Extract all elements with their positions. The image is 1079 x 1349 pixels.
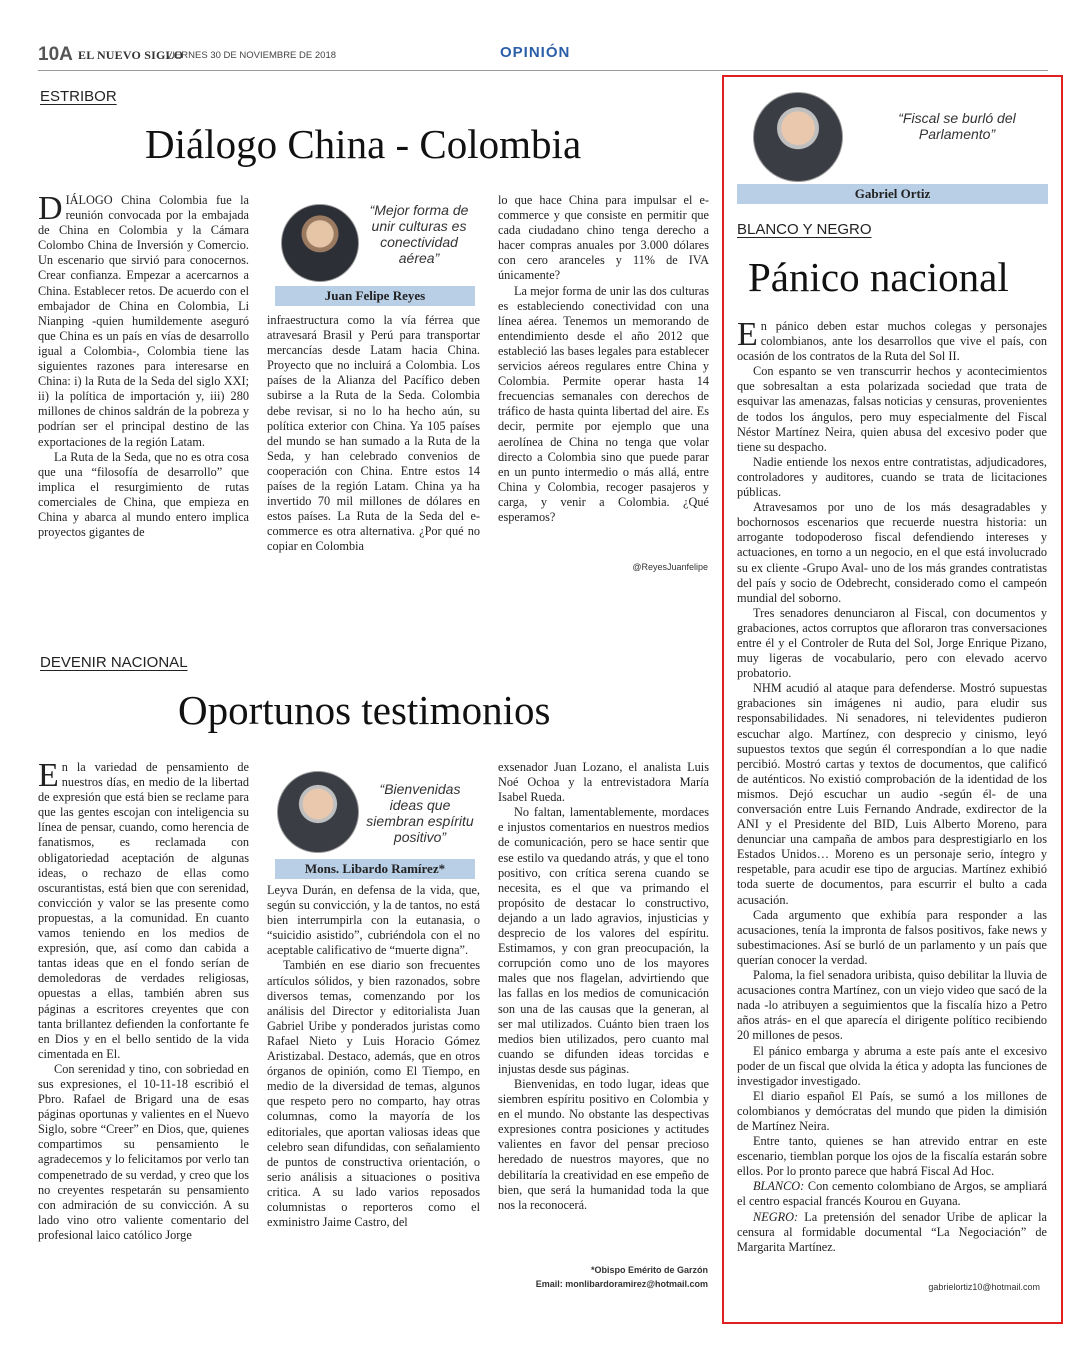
author-photo [281, 204, 359, 282]
article2-column-3 [498, 760, 709, 1265]
author-email: Email: monlibardoramirez@hotmail.com [535, 1279, 708, 1289]
negro-label: NEGRO: [753, 1209, 799, 1224]
article3-paragraph: Paloma, la fiel senadora uribista, quiso debilitar la lluvia de acusaciones contra Martínez, con un viejo video que sacó de la nada -lo atribuyen a seguimientos que la fiscalía hizo a Petro años atrás- en el que aparecía el dirigente político recibiendo 20 millones de pesos. [737, 968, 1047, 1043]
article1-title: Diálogo China - Colombia [145, 121, 582, 167]
dropcap: E [38, 760, 59, 794]
author-handle: @ReyesJuanfelipe [632, 562, 708, 572]
author-photo [277, 771, 359, 853]
negro-note [737, 1210, 1047, 1255]
article2-kicker: DEVENIR NACIONAL [40, 654, 188, 671]
newspaper-name: EL NUEVO SIGLO [78, 48, 184, 62]
article1-paragraph: infraestructura como la vía férrea que atravesará Brasil y Perú para transportar mercancías desde Latam hacia China. Proyecto que no incluirá a Colombia. Los países de la Alianza del Pacífico deben subirse a la Ruta de la Seda. Colombia debe revisar, si no lo ha hecho aún, su política exterior con China. Ya 105 países del mundo se han sumado a la Ruta de la Seda, y han celebrado convenios de cooperación con China. Entre estos 14 países de la región Latam. China ya ha invertido 70 mil millones de dólares en estos países. La Ruta de la Seda del e-commerce es otra alternativa. ¿Por qué no copiar en Colombia [267, 313, 480, 554]
article1-column-3 [498, 193, 709, 563]
article3-paragraph: n pánico deben estar muchos colegas y personajes colombianos, ante los desarrollos que vive el país, con ocasión de los contratos de la Ruta del Sol II. [737, 319, 1047, 364]
article1-paragraph: lo que hace China para impulsar el e-commerce y que consiste en permitir que cada ciudadano chino tenga derecho a hacer compras anuales por 3.000 dólares con cero aranceles y 11% de IVA únicamente? [498, 193, 709, 283]
blanco-text: Con cemento colombiano de Argos, se ampliará el centro espacial francés Kourou en Guyana. [737, 1179, 1047, 1209]
header-rule [38, 70, 1048, 71]
article2-paragraph: No faltan, lamentablemente, mordaces e injustos comentarios en nuestros medios de comunicación, pero se hace sentir que ese estilo va quedando atrás, y que el tono positivo, con crítica serena cuando se necesita, es el que va primando el propósito de destacar lo constructivo, dejando a un lado agravios, injusticias y desprecio de los valores del espíritu. Estimamos, y con gran preocupación, la corrupción como uno de los mayores males que nos flagelan, advirtiendo que las fallas en los medios de comunicación son una de las causas que la generan, al ser mal utilizados. Cuánto bien traen los medios bien utilizados, pero cuanto mal cuando se difunden ideas torcidas e injustas desde sus páginas. [498, 805, 709, 1076]
article3-paragraph: Con espanto se ven transcurrir hechos y acontecimientos que sobresaltan a esta polarizada sociedad que trata de esquivar las amenazas, falsas noticias y censuras, provenientes de todos los ángulos, pero muy especialmente del Fiscal Néstor Martínez Neira, quien abusa del excesivo poder que tiene su despacho. [737, 364, 1047, 454]
negro-text: La pretensión del senador Uribe de aplicar la censura al formidable documental “La Negociación” de Margarita Martínez. [737, 1209, 1047, 1254]
article2-column-1 [38, 760, 249, 1295]
article3-paragraph: Entre tanto, quienes se han atrevido entrar en este escenario, tiemblan porque los ojos de la fiscalía estarán sobre ellos. Por lo pronto parece que habrá Fiscal Ad Hoc. [737, 1134, 1047, 1179]
article1-author-box [267, 196, 482, 308]
article3-paragraph: Atravesamos por uno de los más desagradables y bochornosos escenarios que recuerde nuestra historia: un arrogante todopoderoso fiscal defendiendo intereses y actuaciones, en torno a un negocio, en el que está involucrado su ex cliente -Grupo Aval- uno de los más grandes contratistas del país y socio de Odebrecht, considerado como el campeón mundial del soborno. [737, 500, 1047, 605]
article3-paragraph: NHM acudió al ataque para defenderse. Mostró supuestas grabaciones sin imágenes ni audio, para eludir sus responsabilidades. Ni senadores, ni televidentes pudieron escuchar algo. Martínez, con desprecio y cinismo, leyó supuestos textos que según él correspondían a lo que nadie percibió. Mostró cartas y textos de documentos, que calificó de auténticos. No existió comprobación de la identidad de los mismos. Dejó escuchar un audio -según él- de una conversación entre Luis Fernando Andrade, exdirector de la ANI y el Presidente del BID, Luis Alberto Moreno, para denunciar una campaña de ambos para desprestigiarlo en los Estados Unidos… Moreno es un personaje serio, íntegro y respetable, para acudir ese tipo de argucias. Martínez exhibió toda suerte de documentos, para escurrir el bulto a cada acusación. [737, 681, 1047, 907]
article3-kicker: BLANCO Y NEGRO [737, 221, 872, 238]
pull-quote: “Fiscal se burló del Parlamento” [898, 110, 1016, 142]
pull-quote: “Bienvenidas ideas que siembran espíritu positivo” [366, 781, 474, 845]
author-photo [753, 92, 843, 182]
dropcap: D [38, 193, 63, 227]
article2-paragraph: También en ese diario son frecuentes artículos sólidos, y bien razonados, sobre diversos temas, comenzando por los análisis del Director y editorialista Juan Gabriel Uribe y ponderados juristas como Rafael Nieto y Luis Horacio Gómez Aristizabal. Destaco, además, que en otros órganos de opinión, como El Tiempo, en medio de la diversidad de temas, algunos que respeto pero no comparto, hay otras columnas, como la mayoría de los editoriales, que aportan valiosas ideas que celebro sean difundidas, con señalamiento de puntos de constructiva orientación, o serio análisis a situaciones o positiva critica. A su lado varios reposados columnistas o reporteros como el exministro Jaime Castro, del [267, 958, 480, 1230]
author-name: Gabriel Ortiz [737, 184, 1048, 204]
article1-column-1 [38, 193, 249, 578]
article1-kicker: ESTRIBOR [40, 88, 117, 105]
article1-paragraph: La mejor forma de unir las dos culturas es estableciendo conectividad con una línea aérea. Tenemos un memorando de entendimiento desde el año 2012 que estableció las bases legales para establecer servicios aéreos regulares entre China y Colombia. Permite operar hasta 14 frecuencias semanales con derechos de tráfico de hasta quinta libertad del aire. Es decir, permite por ejemplo que una aerolínea de China no tenga que volar directo a Colombia sino que puede parar en un punto intermedio o más allá, entre China y Colombia, recoger pasajeros y carga, y venir a Colombia. ¿Qué esperamos? [498, 283, 709, 524]
author-name: Mons. Libardo Ramírez* [275, 859, 475, 879]
article1-paragraph: IÁLOGO China Colombia fue la reunión convocada por la embajada de China en Colombia y la Cámara Colombo China de Inversión y Comercio. Un escenario que sirvió para conocernos. Crear confianza. Empezar a acercarnos a China. Establecer retos. De acuerdo con el embajador de China en Colombia, Li Nianping -quien humildemente aseguró que China es un país en vías de desarrollo igual a Colombia-, Colombia tiene las siguientes razones para interesarse en China: i) la Ruta de la Seda del siglo XXI; ii) la política de importación y, iii) 280 millones de chinos saldrán de la pobreza y podrían ser el principal destino de las exportaciones de la región Latam. [38, 193, 249, 449]
article3-body [737, 319, 1047, 1281]
dropcap: E [737, 319, 758, 353]
blanco-label: BLANCO: [753, 1179, 805, 1194]
article3-paragraph: Cada argumento que exhibía para responder a las acusaciones, tenía la impronta de falsos positivos, fake news y subestimaciones. Así se burló de un parlamento y un país que querían conocer la verdad. [737, 907, 1047, 967]
issue-date: VIERNES 30 DE NOVIEMBRE DE 2018 [166, 50, 337, 61]
blanco-note [737, 1179, 1047, 1209]
article2-paragraph: n la variedad de pensamiento de nuestros días, en medio de la libertad de expresión que está bien se reclame para que las gentes escojan con inteligencia su línea de pensar, cuando, como herencia de fanatismos, es reclamada con obligatoriedad aceptación de algunas ideas, o rechazo de ellas como oscurantistas, está bien que con serenidad, convicción y valor se las presente como propuestas, a la comunidad. En cuanto vamos teniendo en los medios de expresión, que, así como dan cabida a tantas ideas que en el fondo serían de demoledoras de verdades religiosas, opuestas a ellas, también abren sus páginas a escritores creyentes que con tanta brillantez defienden la confortante fe en Dios y en el bello sentido de la vida cimentada en El. [38, 760, 249, 1061]
author-footnote: *Obispo Emérito de Garzón [590, 1265, 708, 1275]
article1-column-2 [267, 313, 480, 578]
article2-author-box [267, 765, 482, 880]
article3-paragraph: Nadie entiende los nexos entre contratistas, adjudicadores, controladores y auditores, cuando se trata de licitaciones públicas. [737, 454, 1047, 500]
article2-title: Oportunos testimonios [178, 687, 551, 733]
article2-paragraph: exsenador Juan Lozano, el analista Luis Noé Ochoa y la entrevistadora María Isabel Rueda. [498, 760, 709, 805]
article2-paragraph: Bienvenidas, en todo lugar, ideas que siembren espíritu positivo en Colombia y en el mundo. No obstante las despectivas expresiones contra posiciones y actitudes valientes en favor del pensar precioso heredado de nuestros mayores, que no debilitaría la creatividad en ese empeño de bien, que será la humanidad toda la que nos la reconocerá. [498, 1076, 709, 1212]
author-name: Juan Felipe Reyes [275, 286, 475, 306]
article3-paragraph: El diario español El País, se sumó a los millones de colombianos y demócratas del mundo que piden la dimisión de Martínez Neira. [737, 1088, 1047, 1133]
section-title: OPINIÓN [500, 44, 571, 61]
article2-paragraph: Con serenidad y tino, con sobriedad en sus expresiones, el 10-11-18 escribió el Pbro. Rafael de Brigard una de esas páginas oportunas y valientes en el Nuevo Siglo, sobre “Creer” en Dios, que, quienes compartimos su pensamiento le agradecemos y lo felicitamos por verlo tan compenetrado de su verdad, y creo que los no creyentes respetarán su pensamiento con admiración de su convicción. A su lado vino otro valiente comentario del profesional laico católico Jorge [38, 1061, 249, 1242]
article2-column-2 [267, 883, 480, 1295]
article3-paragraph: Tres senadores denunciaron al Fiscal, con documentos y grabaciones, actos corruptos que afloraron tras conversaciones entre él y el Controler de Ruta del Sol, Jorge Enrique Pizano, muy ligeras de vocabulario, pero con elevado acervo probatorio. [737, 605, 1047, 681]
article2-paragraph: Leyva Durán, en defensa de la vida, que, según su convicción, y la de tantos, no está bien interrumpirla con la eutanasia, o “suicidio asistido”, cubriéndola con el no aceptable calificativo de “muerte digna”. [267, 883, 480, 958]
article3-paragraph: El pánico embarga y abruma a este país ante el excesivo poder de un fiscal que olvida la ética y adopta las funciones de investigador investigado. [737, 1043, 1047, 1088]
article3-title: Pánico nacional [748, 254, 1009, 300]
pull-quote: “Mejor forma de unir culturas es conectividad aérea” [369, 202, 469, 266]
article1-paragraph: La Ruta de la Seda, que no es otra cosa que una “filosofía de desarrollo” que implica el resurgimiento de rutas comerciales de China, que empieza en China y abarca al mundo entero implica proyectos gigantes de [38, 449, 249, 540]
author-email: gabrielortiz10@hotmail.com [928, 1282, 1040, 1292]
article3-author-box [737, 88, 1048, 206]
page-number: 10A [38, 44, 73, 65]
